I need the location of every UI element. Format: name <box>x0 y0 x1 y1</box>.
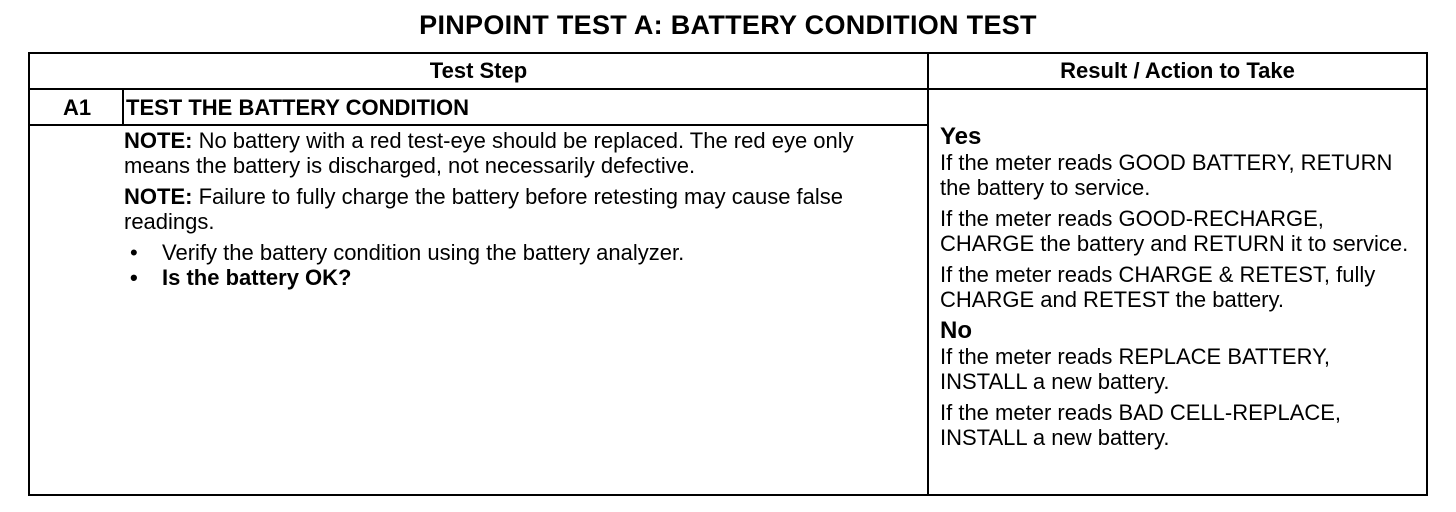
note-1 <box>124 128 914 178</box>
note-text: No battery with a red test-eye should be replaced. The red eye only means the battery is discharged, not necessarily defective. <box>124 128 854 178</box>
no-action-1: If the meter reads REPLACE BATTERY, INSTALL a new battery. <box>940 344 1331 394</box>
step-title: TEST THE BATTERY CONDITION <box>126 95 470 120</box>
note-label: NOTE: <box>124 128 193 153</box>
no-heading: No <box>940 317 972 344</box>
page-title: PINPOINT TEST A: BATTERY CONDITION TEST <box>419 10 1037 40</box>
bullet-question: Is the battery OK? <box>162 265 352 290</box>
test-table <box>28 52 1428 496</box>
bullet-list <box>124 240 914 290</box>
list-item <box>124 240 914 265</box>
column-divider <box>927 54 929 494</box>
step-instructions <box>124 128 914 290</box>
bullet-text: Verify the battery condition using the battery analyzer. <box>162 240 685 265</box>
result-actions <box>940 123 1410 456</box>
header-divider <box>30 88 1426 90</box>
no-action-2: If the meter reads BAD CELL-REPLACE, INSTALL a new battery. <box>940 400 1342 450</box>
yes-action-3: If the meter reads CHARGE & RETEST, fully CHARGE and RETEST the battery. <box>940 262 1376 312</box>
step-id: A1 <box>62 95 92 120</box>
header-result: Result / Action to Take <box>1060 58 1295 83</box>
bullet-icon: • <box>130 265 138 290</box>
note-2 <box>124 184 914 234</box>
note-label: NOTE: <box>124 184 193 209</box>
yes-heading: Yes <box>940 123 982 150</box>
header-test-step: Test Step <box>429 58 528 83</box>
bullet-icon: • <box>130 240 138 265</box>
yes-action-2: If the meter reads GOOD-RECHARGE, CHARGE the battery and RETURN it to service. <box>940 206 1409 256</box>
list-item <box>124 265 914 290</box>
step-title-divider <box>30 124 927 126</box>
yes-action-1: If the meter reads GOOD BATTERY, RETURN the battery to service. <box>940 150 1393 200</box>
note-text: Failure to fully charge the battery before retesting may cause false readings. <box>124 184 844 234</box>
